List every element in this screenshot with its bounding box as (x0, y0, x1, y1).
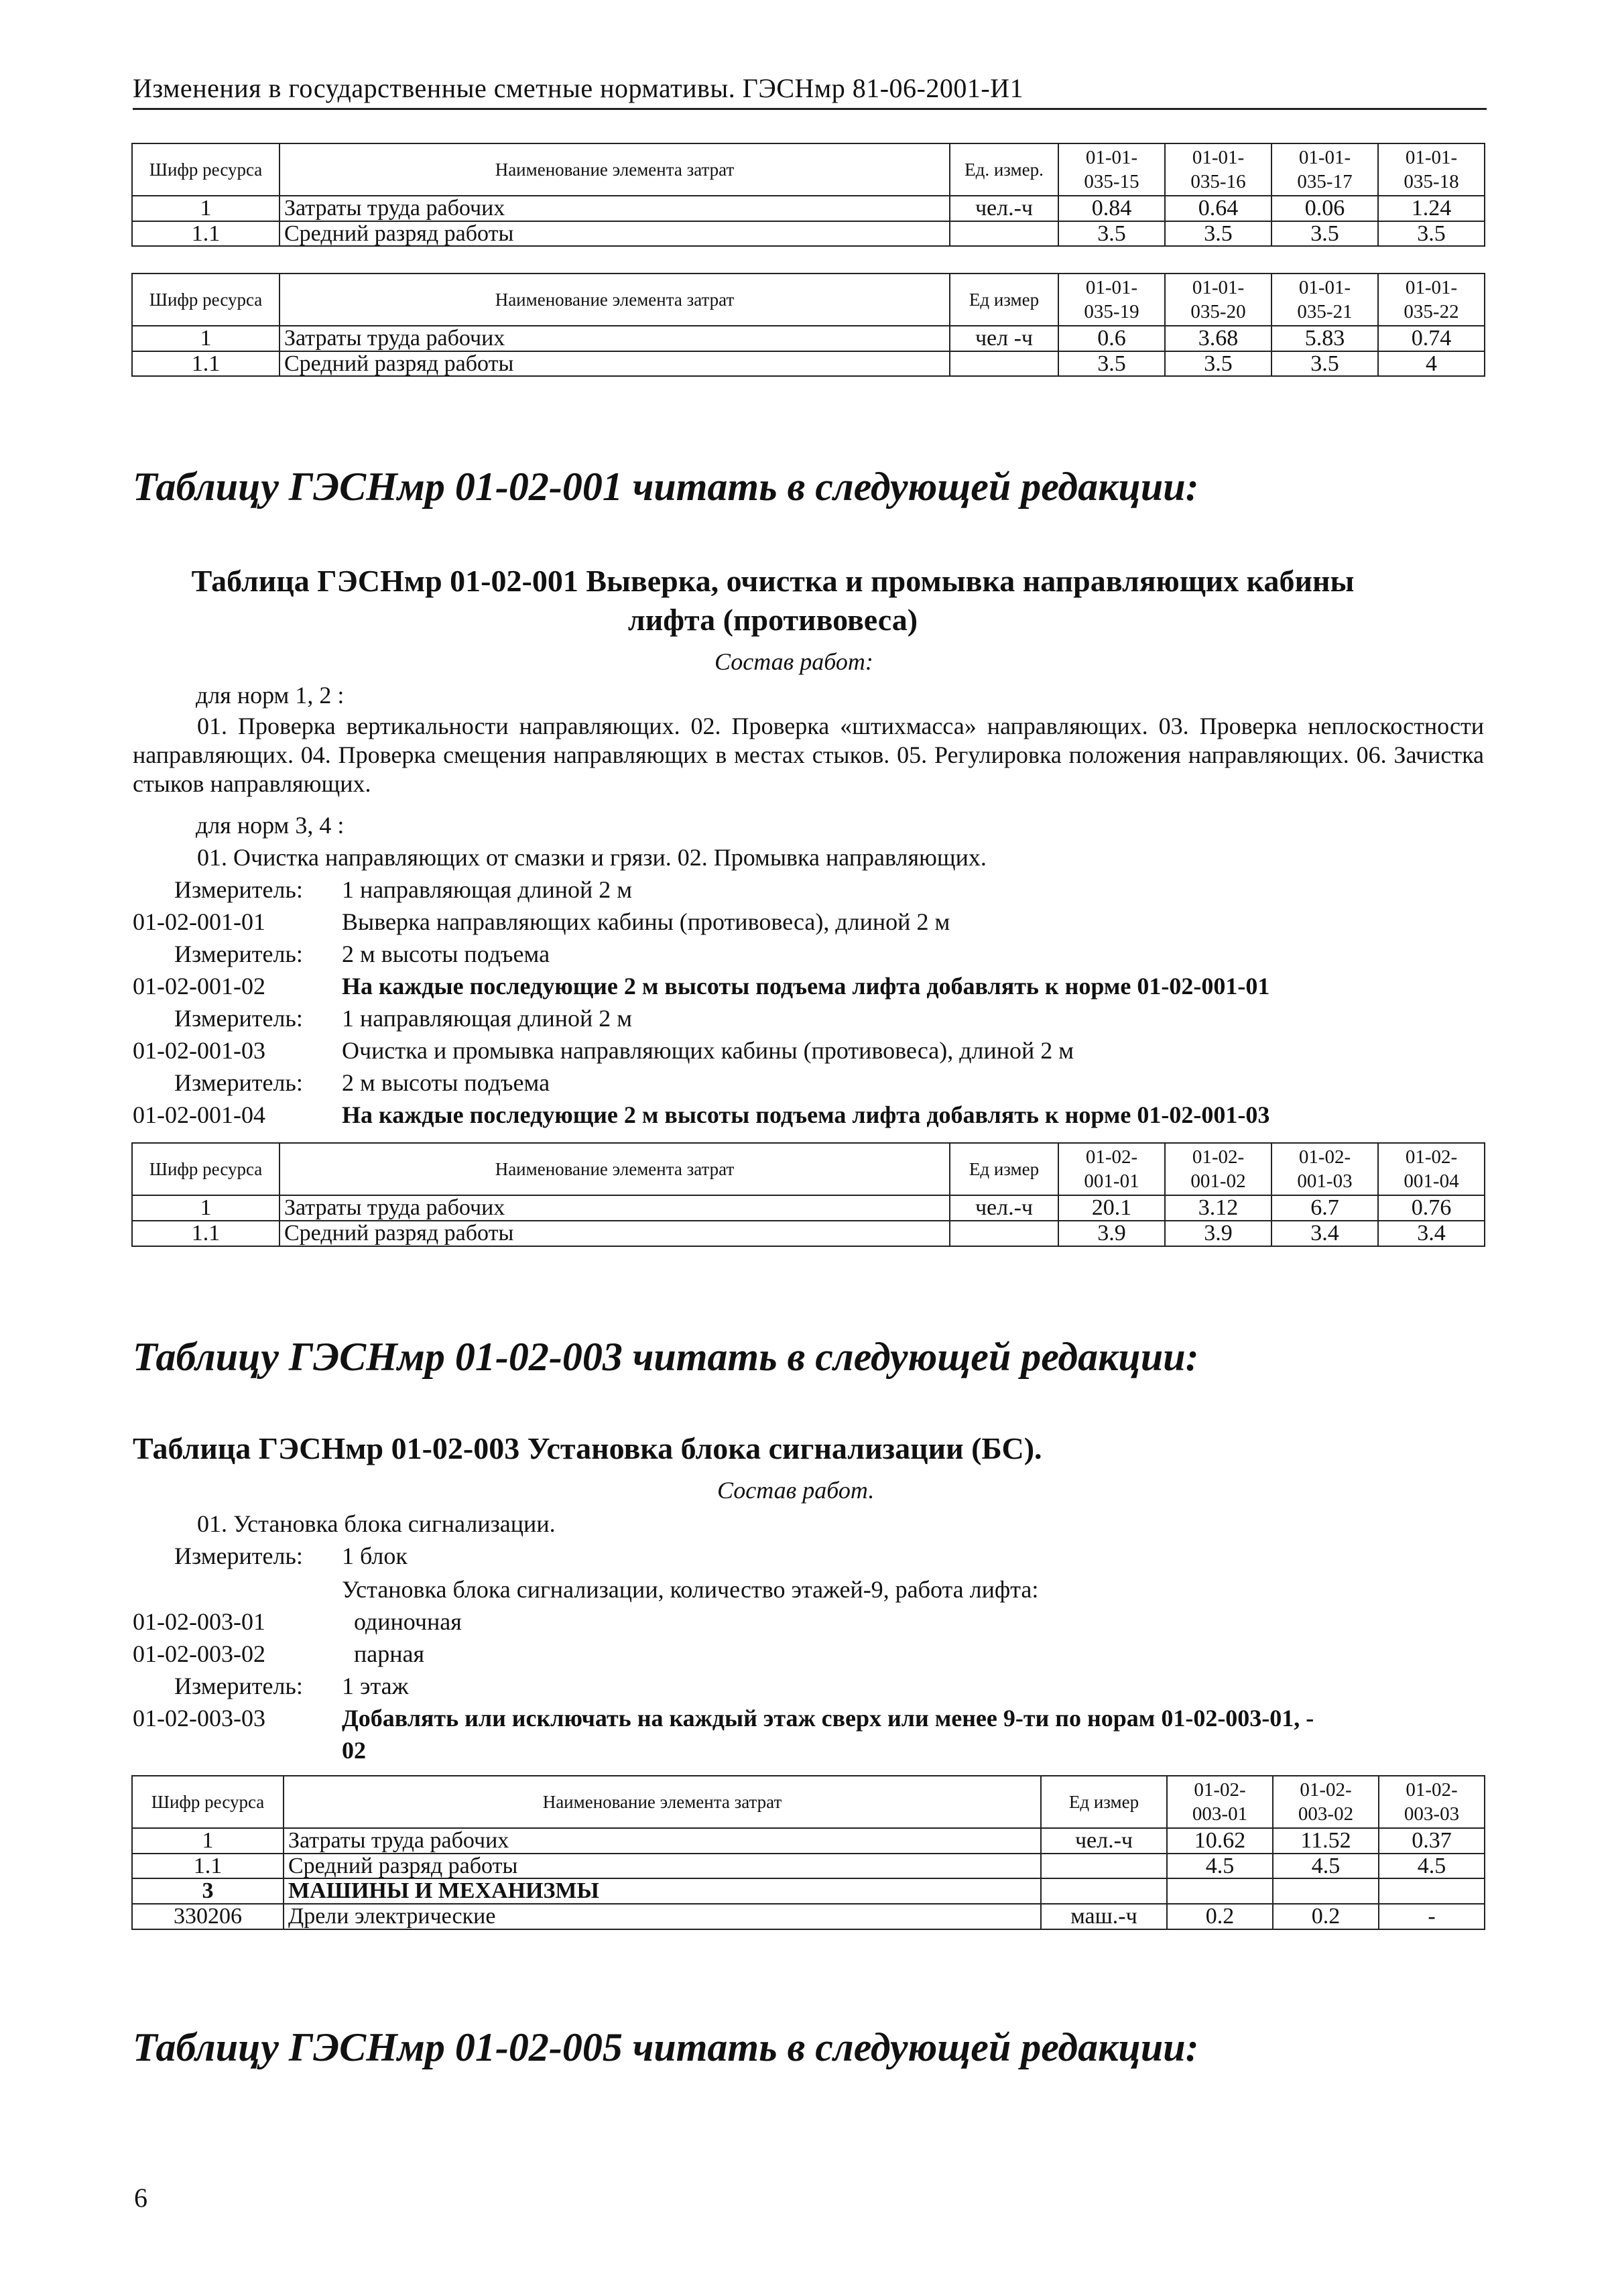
works-paragraph: 01. Установка блока сигнализации. (197, 1510, 556, 1537)
norms-table-035-19-22 (131, 273, 1485, 377)
section-heading-01-02-001: Таблицу ГЭСНмр 01-02-001 читать в следующей редакции: (133, 465, 1199, 509)
cell-code: 330206 (132, 1904, 284, 1929)
norms-table-01-02-003 (131, 1775, 1485, 1930)
col-unit: Ед измер (950, 274, 1058, 326)
cell-value: 3.12 (1165, 1195, 1271, 1221)
meter-value: 1 направляющая длиной 2 м (342, 876, 633, 903)
table-row (132, 221, 1485, 247)
meter-label: Измеритель: (174, 1005, 303, 1032)
col-unit: Ед измер (1041, 1776, 1167, 1828)
table-row (132, 1195, 1485, 1221)
norm-code: 01-02-001-01 (133, 908, 265, 935)
cell-value: 0.2 (1167, 1904, 1273, 1929)
cell-name: Средний разряд работы (280, 351, 950, 377)
meter-value: 1 этаж (342, 1673, 409, 1699)
norm-text: Очистка и промывка направляющих кабины (противовеса), длиной 2 м (342, 1037, 1074, 1064)
norm-code: 01-02-001-03 (133, 1037, 265, 1064)
norm-text-continuation: 02 (342, 1737, 366, 1764)
cell-value: 1.24 (1378, 196, 1485, 221)
cell-name: Дрели электрические (284, 1904, 1041, 1929)
table-row (132, 1221, 1485, 1246)
norm-code: 01-02-003-02 (133, 1640, 265, 1667)
col-norm: 01-01- 035-20 (1165, 274, 1271, 326)
col-norm: 01-01- 035-17 (1271, 143, 1378, 196)
col-unit: Ед измер (950, 1143, 1058, 1195)
col-norm: 01-02- 001-04 (1378, 1143, 1485, 1195)
meter-value: 1 направляющая длиной 2 м (342, 1005, 633, 1032)
cell-code: 1.1 (132, 1854, 284, 1879)
cell-value: 3.5 (1058, 351, 1165, 377)
cell-value: 0.84 (1058, 196, 1165, 221)
col-norm: 01-01- 035-22 (1378, 274, 1485, 326)
table-header-row (132, 274, 1485, 326)
cell-unit (1041, 1878, 1167, 1904)
cell-value: 3.5 (1378, 221, 1485, 247)
meter-value: 1 блок (342, 1543, 408, 1569)
meter-label: Измеритель: (174, 1543, 303, 1569)
cell-unit: чел -ч (950, 326, 1058, 351)
cell-unit: чел.-ч (950, 196, 1058, 221)
table-header-row (132, 143, 1485, 196)
cell-name: Затраты труда рабочих (280, 1195, 950, 1221)
norm-text: На каждые последующие 2 м высоты подъема лифта добавлять к норме 01-02-001-03 (342, 1101, 1270, 1128)
cell-value: 3.5 (1271, 351, 1378, 377)
table-row (132, 196, 1485, 221)
meter-value: 2 м высоты подъема (342, 1069, 550, 1096)
col-norm: 01-02- 003-02 (1273, 1776, 1379, 1828)
cell-name: Затраты труда рабочих (280, 196, 950, 221)
work-composition-label: Состав работ: (715, 648, 873, 675)
col-norm: 01-02- 003-03 (1379, 1776, 1485, 1828)
col-cost-element: Наименование элемента затрат (280, 1143, 950, 1195)
cell-name: МАШИНЫ И МЕХАНИЗМЫ (284, 1878, 1041, 1904)
col-norm: 01-01- 035-16 (1165, 143, 1271, 196)
col-norm: 01-02- 001-03 (1271, 1143, 1378, 1195)
table-row (132, 1854, 1485, 1879)
cell-code: 1 (132, 1195, 280, 1221)
col-norm: 01-02- 001-01 (1058, 1143, 1165, 1195)
table-row (132, 1828, 1485, 1854)
col-cost-element: Наименование элемента затрат (280, 143, 950, 196)
cell-code: 1.1 (132, 1221, 280, 1246)
col-cost-element: Наименование элемента затрат (284, 1776, 1041, 1828)
norm-code: 01-02-001-04 (133, 1101, 265, 1128)
works-paragraph: 01. Очистка направляющих от смазки и грязи. 02. Промывка направляющих. (197, 844, 987, 871)
norm-text: Выверка направляющих кабины (противовеса), длиной 2 м (342, 908, 950, 935)
cell-value: 4.5 (1379, 1854, 1485, 1879)
table-row (132, 326, 1485, 351)
works-paragraph: 01. Проверка вертикальности направляющих. 02. Проверка «штихмасса» направляющих. 03. Проверка неплоскостности направляющих. 04. Проверка смещения направляющих в местах стыков. 05. Регулировка положения направляющих. 06. Зачистка стыков направляющих. (133, 713, 1484, 798)
section-heading-01-02-003: Таблицу ГЭСНмр 01-02-003 читать в следующей редакции: (133, 1335, 1199, 1379)
cell-value: 6.7 (1271, 1195, 1378, 1221)
cell-code: 1 (132, 196, 280, 221)
cell-value: 0.37 (1379, 1828, 1485, 1854)
cell-code: 1.1 (132, 221, 280, 247)
cell-value (1167, 1878, 1273, 1904)
meter-value: 2 м высоты подъема (342, 941, 550, 967)
col-norm: 01-01- 035-19 (1058, 274, 1165, 326)
cell-value: 5.83 (1271, 326, 1378, 351)
col-resource-code: Шифр ресурса (132, 1143, 280, 1195)
col-resource-code: Шифр ресурса (132, 1776, 284, 1828)
cell-value: 4 (1378, 351, 1485, 377)
col-norm: 01-01- 035-15 (1058, 143, 1165, 196)
table-row (132, 1878, 1485, 1904)
cell-name: Средний разряд работы (280, 1221, 950, 1246)
cell-value: 0.76 (1378, 1195, 1485, 1221)
cell-unit: чел.-ч (1041, 1828, 1167, 1854)
norm-text: одиночная (354, 1608, 462, 1635)
col-norm: 01-01- 035-21 (1271, 274, 1378, 326)
table-header-row (132, 1143, 1485, 1195)
norm-group-intro: Установка блока сигнализации, количество этажей-9, работа лифта: (342, 1576, 1039, 1603)
norm-code: 01-02-001-02 (133, 973, 265, 1000)
cell-value: 10.62 (1167, 1828, 1273, 1854)
cell-unit (950, 221, 1058, 247)
cell-value (1273, 1878, 1379, 1904)
norms-table-035-15-18 (131, 143, 1485, 247)
cell-value: 0.6 (1058, 326, 1165, 351)
cell-name: Затраты труда рабочих (280, 326, 950, 351)
cell-unit (950, 351, 1058, 377)
cell-name: Средний разряд работы (280, 221, 950, 247)
page-number: 6 (134, 2183, 147, 2213)
norms-table-01-02-001 (131, 1142, 1485, 1247)
cell-value: 3.9 (1165, 1221, 1271, 1246)
cell-value: 3.5 (1165, 221, 1271, 247)
cell-unit (1041, 1854, 1167, 1879)
section-heading-01-02-005: Таблицу ГЭСНмр 01-02-005 читать в следующей редакции: (133, 2025, 1199, 2069)
norm-text: парная (354, 1640, 425, 1667)
col-norm: 01-01- 035-18 (1378, 143, 1485, 196)
table-title-01-02-001-line2: лифта (противовеса) (627, 603, 918, 637)
cell-value: 0.2 (1273, 1904, 1379, 1929)
cell-value: 3.9 (1058, 1221, 1165, 1246)
cell-code: 1 (132, 1828, 284, 1854)
col-cost-element: Наименование элемента затрат (280, 274, 950, 326)
cell-name: Средний разряд работы (284, 1854, 1041, 1879)
work-composition-label: Состав работ. (717, 1477, 875, 1504)
table-row (132, 351, 1485, 377)
cell-code: 1 (132, 326, 280, 351)
cell-value: 4.5 (1167, 1854, 1273, 1879)
norm-code: 01-02-003-03 (133, 1705, 265, 1732)
table-row (132, 1904, 1485, 1929)
cell-value: 3.4 (1378, 1221, 1485, 1246)
meter-label: Измеритель: (174, 876, 303, 903)
col-norm: 01-02- 003-01 (1167, 1776, 1273, 1828)
cell-value: 3.68 (1165, 326, 1271, 351)
cell-code: 1.1 (132, 351, 280, 377)
meter-label: Измеритель: (174, 1069, 303, 1096)
col-norm: 01-02- 001-02 (1165, 1143, 1271, 1195)
meter-label: Измеритель: (174, 1673, 303, 1699)
cell-value: 0.74 (1378, 326, 1485, 351)
cell-value: 3.5 (1165, 351, 1271, 377)
meter-label: Измеритель: (174, 941, 303, 967)
cell-value: 4.5 (1273, 1854, 1379, 1879)
norms-group-label: для норм 3, 4 : (196, 812, 345, 839)
norms-group-label: для норм 1, 2 : (196, 682, 345, 709)
cell-name: Затраты труда рабочих (284, 1828, 1041, 1854)
norm-code: 01-02-003-01 (133, 1608, 265, 1635)
table-header-row (132, 1776, 1485, 1828)
cell-value: 3.5 (1058, 221, 1165, 247)
table-title-01-02-003: Таблица ГЭСНмр 01-02-003 Установка блока сигнализации (БС). (133, 1431, 1042, 1465)
cell-value: 3.4 (1271, 1221, 1378, 1246)
cell-value: - (1379, 1904, 1485, 1929)
col-resource-code: Шифр ресурса (132, 274, 280, 326)
cell-value: 20.1 (1058, 1195, 1165, 1221)
cell-value: 0.06 (1271, 196, 1378, 221)
cell-value: 0.64 (1165, 196, 1271, 221)
cell-unit (950, 1221, 1058, 1246)
table-title-01-02-001-line1: Таблица ГЭСНмр 01-02-001 Выверка, очистка и промывка направляющих кабины (191, 564, 1355, 598)
cell-unit: маш.-ч (1041, 1904, 1167, 1929)
norm-text: На каждые последующие 2 м высоты подъема лифта добавлять к норме 01-02-001-01 (342, 973, 1270, 1000)
cell-value: 11.52 (1273, 1828, 1379, 1854)
norm-text: Добавлять или исключать на каждый этаж сверх или менее 9-ти по норам 01-02-003-01, - (342, 1705, 1314, 1732)
cell-code: 3 (132, 1878, 284, 1904)
cell-value (1379, 1878, 1485, 1904)
cell-value: 3.5 (1271, 221, 1378, 247)
running-header: Изменения в государственные сметные нормативы. ГЭСНмр 81-06-2001-И1 (133, 72, 1487, 110)
cell-unit: чел.-ч (950, 1195, 1058, 1221)
col-resource-code: Шифр ресурса (132, 143, 280, 196)
col-unit: Ед. измер. (950, 143, 1058, 196)
